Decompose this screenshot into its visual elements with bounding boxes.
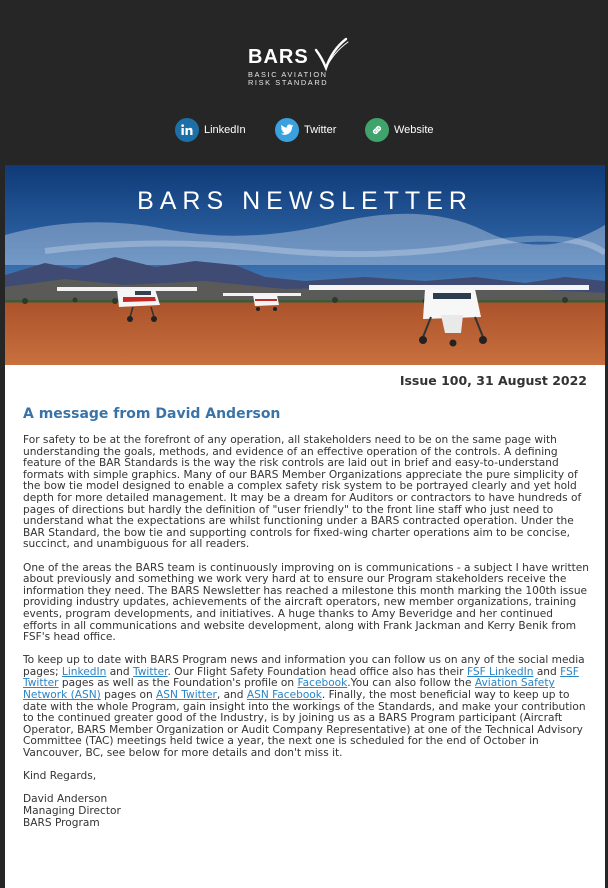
twitter-text-link[interactable]: Twitter — [133, 665, 168, 678]
linkedin-icon — [175, 118, 199, 142]
logo-wordmark: BARS — [248, 46, 309, 68]
signature-org: BARS Program — [23, 816, 100, 829]
asn-link[interactable]: Aviation Safety Network (ASN) — [23, 677, 555, 702]
facebook-link[interactable]: Facebook — [297, 677, 348, 690]
twitter-icon — [275, 118, 299, 142]
message-body — [23, 435, 589, 829]
fsf-linkedin-link[interactable]: FSF LinkedIn — [466, 665, 534, 678]
website-link[interactable] — [365, 117, 434, 143]
closing: Kind Regards, — [23, 770, 97, 783]
newsletter-header — [0, 0, 608, 165]
link-icon — [365, 118, 389, 142]
checkmark-icon — [312, 36, 352, 72]
paragraph-2: One of the areas the BARS team is continuously improving on is communications - a subject I have written about previously and something we work very hard at to ensure our Program stakeholders receive the information they need. The BARS Newsletter has reached a milestone this month marking the 100th issue providing industry updates, achievements of the aircraft operators, new member organizations, training events, program developments, and initiatives. A huge thanks to Amy Beveridge and her continued efforts in all communications and website development, along with Frank Jackman and Kerry Benik from FSF's head office. — [23, 561, 590, 644]
banner-title: BARS NEWSLETTER — [137, 187, 473, 215]
logo-subtitle: BASIC AVIATION RISK STANDARD — [248, 70, 329, 87]
message-title: A message from David Anderson — [23, 406, 281, 422]
signature-role: Managing Director — [23, 805, 121, 817]
linkedin-link[interactable] — [175, 117, 246, 143]
paragraph-3: To keep up to date with BARS Program news and information you can follow us on any of the social media pages; LinkedIn and Twitter. Our Flight Safety Foundation head office also has their FSF LinkedIn and FSF Twitter pages as well as the Foundation's profile on Facebook.You can also follow the Aviation Safety Network (ASN) pages on ASN Twitter, and ASN Facebook. Finally, the most beneficial way to keep up to date with the whole Program, gain insight into the workings of the Standards, and make your contribution to the continued greater good of the Industry, is by joining us as a BARS Program participant (Aircraft Operator, BARS Member Organization or Audit Company Representative) at one of the Technical Advisory Committee (TAC) meetings held twice a year, the next one is scheduled for the end of October in Vancouver, BC, see below for more details and don't miss it. — [23, 654, 586, 760]
twitter-label: Twitter — [304, 124, 337, 136]
website-label: Website — [394, 124, 434, 136]
asn-twitter-link[interactable]: ASN Twitter — [156, 689, 217, 702]
newsletter-content — [5, 365, 605, 888]
bars-logo[interactable] — [244, 36, 368, 90]
newsletter-banner — [5, 165, 605, 365]
fsf-twitter-link[interactable]: FSF Twitter — [23, 665, 579, 690]
issue-date: Issue 100, 31 August 2022 — [399, 373, 587, 388]
asn-facebook-link[interactable]: ASN Facebook — [246, 689, 322, 702]
twitter-link[interactable] — [275, 117, 336, 143]
signature — [23, 794, 589, 829]
linkedin-label: LinkedIn — [204, 124, 246, 136]
linkedin-text-link[interactable]: LinkedIn — [61, 665, 107, 678]
signature-name: David Anderson — [23, 793, 108, 806]
paragraph-1: For safety to be at the forefront of any operation, all stakeholders need to be on the same page with understanding the goals, methods, and evidence of an effective operation of the controls. A defining feature of the BAR Standards is the way the risk controls are laid out in brief and easy-to-understand formats with simple graphics. Many of our BARS Member Organizations appreciate the pure simplicity of the bow tie model designed to enable a complex safety risk system to be portrayed clearly and yet hold depth for more detailed management. It may be a dream for Auditors or contractors to have hundreds of pages of directions but hardly the definition of "user friendly" to the front line staff who just need to understand what the expectations are whilst functioning under a BARS contracted operation. Under the BAR Standard, the bow tie and supporting controls for fixed-wing charter operations aim to be concise, succinct, and unambiguous for all readers. — [23, 434, 582, 551]
